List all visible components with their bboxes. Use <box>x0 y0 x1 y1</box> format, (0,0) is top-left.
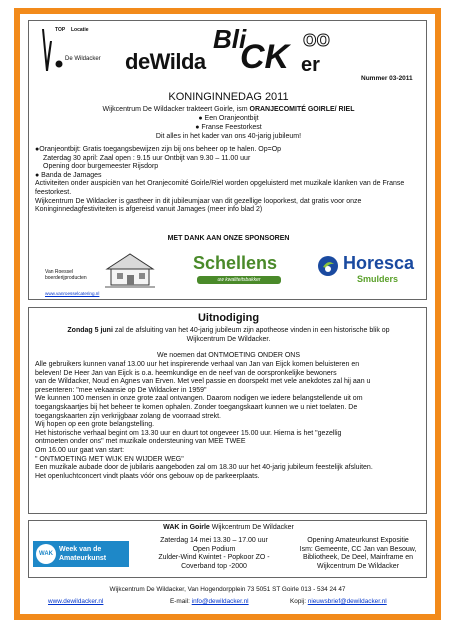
top-label: TOP <box>55 27 66 33</box>
roessel-url[interactable]: www.vanroesselcatering.nl <box>45 291 100 296</box>
wak-logo-line2: Amateurkunst <box>59 555 107 562</box>
masthead-oo: oo <box>303 26 330 51</box>
footer-email <box>170 598 249 606</box>
logo-bullet-icon <box>55 55 63 63</box>
issue-number: Nummer 03-2011 <box>361 75 413 82</box>
jubilee-line: Dit alles in het kader van ons 40-jarig jubileum! <box>155 133 302 140</box>
event-line: Coverband top -2000 <box>181 562 247 570</box>
gastheer-paragraph: Wijkcentrum De Wildacker is gastheer in dit jubileumjaar van dit gezellige looporkest, dat gratis voor onze Koninginnedagfestiviteiten is afgereisd vanuit Jamages (meer info blad 2) <box>35 197 362 214</box>
body-line: We kunnen 100 mensen in onze grote zaal ontvangen. Daarom nodigen we iedere belangstellende uit om <box>35 395 363 403</box>
uitnodiging-section <box>28 307 427 514</box>
orange-frame <box>14 8 441 620</box>
body-line: Wij hopen op een grote belangstelling. <box>35 421 155 429</box>
footer-copy <box>290 598 387 606</box>
body-line: beleven! De Heer Jan van Eijck is o.a. heemkundige en de neef van de oorspronkelijke bewoners <box>35 369 337 377</box>
body-line: toegangskaarten zijn verkrijgbaar zolang de voorraad strekt. <box>35 412 221 420</box>
wak-heading-bold: WAK in Goirle <box>163 524 210 531</box>
swoosh-icon <box>41 27 53 71</box>
intro-rest: zal de afsluiting van het 40-jarig jubileum zijn apotheose vinden in een historische blik op <box>112 327 390 334</box>
wak-heading-rest: Wijkcentrum De Wildacker <box>209 524 294 531</box>
body-line: Alle gebruikers kunnen vanaf 13.00 uur het inspirerende verhaal van Jan van Eijck komen beluisteren en <box>35 361 360 368</box>
masthead-bli: Bli <box>213 24 247 54</box>
body-line: ontmoeten onder ons" met muzikale ondersteuning van MEE TWEE <box>35 438 246 446</box>
event-line: Zaterdag 14 mei 13.30 – 17.00 uur <box>160 537 268 544</box>
roessel-sub: boerderijproducten <box>45 275 87 281</box>
copy-email-link[interactable]: nieuwsbrief@dewildacker.nl <box>307 598 387 605</box>
sponsor-horesca <box>317 253 421 293</box>
expo-line: Opening Amateurkunst Expositie <box>307 537 409 544</box>
newsletter-page <box>20 14 435 614</box>
ontbijt-line: ●Oranjeontbijt: Gratis toegangsbewijzen zijn bij ons beheer op te halen. Op=Op <box>35 146 282 153</box>
footer-address: Wijkcentrum De Wildacker, Van Hogendorpplein 73 5051 ST Goirle 013 - 534 24 47 <box>109 586 346 593</box>
copy-label: Kopij: <box>290 598 308 605</box>
masthead-ck: CK <box>240 38 290 76</box>
wak-heading <box>29 524 428 533</box>
sponsor-thanks: MET DANK AAN ONZE SPONSOREN <box>167 235 290 242</box>
uitnodiging-intro-2: Wijkcentrum De Wildacker. <box>186 336 271 343</box>
intro-text: Wijkcentrum De Wildacker trakteert Goirle, ism <box>102 106 250 113</box>
body-line: Een muzikale aubade door de jubilaris aangeboden zal om 18.30 uur het 40-jarig jubileum feestelijk afsluiten. <box>35 464 373 472</box>
wak-logo-line1: Week van de <box>59 546 102 553</box>
intro-date: Zondag 5 juni <box>67 327 113 334</box>
schellens-name: Schellens <box>193 253 278 273</box>
top-locatie-logo <box>41 25 101 77</box>
wak-mark-icon: WAK <box>36 544 56 564</box>
body-line: Om 16.00 uur gaat van start: <box>35 446 125 454</box>
schellens-sub: uw kwaliteitsbakker <box>197 276 281 284</box>
wak-logo <box>33 541 129 567</box>
brand-name: De Wildacker <box>65 56 101 62</box>
horesca-sub: Smulders <box>357 274 399 284</box>
opening-line: Opening door burgemeester Rijsdorp <box>43 163 159 171</box>
expo-line: Wijkcentrum De Wildacker <box>316 562 400 570</box>
uitnodiging-body <box>35 361 425 481</box>
uitnodiging-title: Uitnodiging <box>197 312 260 324</box>
footer-website <box>48 598 103 606</box>
masthead-dewilda: deWilda <box>125 49 206 74</box>
locatie-label: Locatie <box>71 27 89 33</box>
body-line: " ONTMOETING MET WIJK EN WIJDER WEG" <box>35 455 184 463</box>
event-line: Open Podium <box>192 545 236 553</box>
horesca-logo-icon <box>317 255 339 277</box>
body-line: Het openluchtconcert vindt plaats vóór ons gebouw op de parkeerplaats. <box>35 472 260 480</box>
expo-line: Bibliotheek, De Deel, Mainframe en <box>302 554 414 562</box>
koninginnedag-body <box>35 146 423 215</box>
ontmoeting-line: We noemen dat ONTMOETING ONDER ONS <box>156 352 300 359</box>
banda-line: ● Banda de Jamages <box>35 171 102 179</box>
masthead-er: er <box>301 54 320 76</box>
koninginnedag-title: KONINGINNEDAG 2011 <box>168 91 289 103</box>
koninginnedag-section <box>28 20 427 300</box>
email-link[interactable]: info@dewildacker.nl <box>191 598 249 605</box>
sponsor-schellens <box>191 253 301 293</box>
bullet-feestorkest: ● Franse Feestorkest <box>195 124 262 131</box>
uitnodiging-intro <box>29 327 428 336</box>
wak-section <box>28 520 427 578</box>
wak-event-details <box>139 537 289 571</box>
footer <box>28 584 427 610</box>
expo-line: Ism: Gemeente, CC Jan van Besouw, <box>299 545 417 553</box>
website-link[interactable]: www.dewildacker.nl <box>48 598 104 605</box>
zaterdag-line: Zaterdag 30 april: Zaal open : 9.15 uur Ontbijt van 9.30 – 11.00 uur <box>43 154 251 162</box>
body-line: presenteren: "mee vekaansie op De Wildacker in 1959" <box>35 386 207 394</box>
body-line: toegangskaartjes bij het beheer te komen ophalen. Zonder toegangskaart kunnen we u niet toelaten. De <box>35 403 358 411</box>
farmhouse-icon <box>103 251 157 289</box>
intro-bold: ORANJECOMITÉ GOIRLE/ RIEL <box>249 106 355 113</box>
masthead <box>125 25 425 87</box>
body-line: van de Wildacker, Noud en Agnes van Erven. Met veel passie en doorspekt met vele anekdotes zal hij aan u <box>35 378 371 386</box>
bullet-ontbijt: ● Een Oranjeontbijt <box>198 115 259 122</box>
koninginnedag-intro <box>29 106 428 115</box>
horesca-name: Horesca <box>343 253 415 273</box>
roessel-name: Van Roessel <box>45 269 73 275</box>
event-line: Zulder-Wind Kwintet - Popkoor ZO - <box>158 554 270 562</box>
sponsor-van-roessel <box>45 247 165 297</box>
wak-expo-details <box>291 537 425 571</box>
auspicien-paragraph: Activiteiten onder auspiciën van het Oranjecomité Goirle/Riel worden opgeluisterd met muzikale klanken van de Franse feestorkest. <box>35 180 405 196</box>
body-line: Het historische verhaal begint om 13.30 uur en duurt tot ongeveer 15.00 uur. Hierna is het "gezellig <box>35 429 342 437</box>
email-label: E-mail: <box>170 598 192 605</box>
